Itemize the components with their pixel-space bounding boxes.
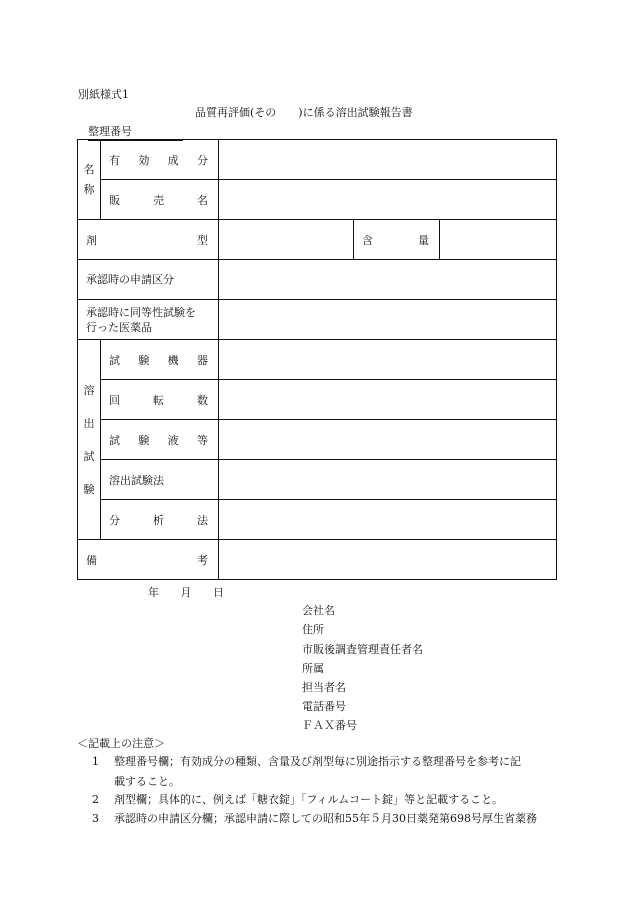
note-text: 承認時の申請区分欄；承認申請に際しての昭和55年５月30日薬発第698号厚生省薬務 <box>114 812 537 825</box>
vertical-char: 試 <box>83 449 95 463</box>
note-item <box>92 809 554 829</box>
vertical-char: 名 <box>83 162 95 176</box>
test-solution-field[interactable] <box>219 420 557 460</box>
test-equipment-field[interactable] <box>219 340 557 380</box>
note-text-continued: 載すること。 <box>114 775 180 788</box>
remarks-field[interactable] <box>219 540 557 580</box>
phone-label: 電話番号 <box>302 700 346 713</box>
note-item <box>92 790 554 810</box>
form-number: 別紙様式1 <box>78 88 129 101</box>
department-label: 所属 <box>302 662 324 675</box>
manager-name-label: 市販後調査管理責任者名 <box>302 643 423 656</box>
note-text: 整理番号欄；有効成分の種類、含量及び剤型毎に別途指示する整理番号を参考に記 <box>114 755 521 768</box>
dissolution-group-text <box>78 375 100 505</box>
equivalence-drug-text: 承認時に同等性試験を行った医薬品 <box>86 305 196 334</box>
note-item <box>92 752 554 792</box>
note-number: 1 <box>92 755 99 768</box>
name-group-label <box>78 140 101 220</box>
dosage-form-field[interactable] <box>219 220 354 260</box>
dissolution-group-label <box>78 340 101 540</box>
rotation-speed-label: 回転数 <box>101 380 219 420</box>
test-solution-label: 試験液等 <box>101 420 219 460</box>
remarks-label: 備考 <box>78 540 219 580</box>
dissolution-method-field[interactable] <box>219 460 557 500</box>
active-ingredient-field[interactable] <box>219 140 557 180</box>
document-title: 品質再評価(その )に係る溶出試験報告書 <box>195 106 413 119</box>
note-text: 剤型欄；具体的に、例えば「糖衣錠」「フィルムコート錠」等と記載すること。 <box>114 793 504 806</box>
rotation-speed-field[interactable] <box>219 380 557 420</box>
analysis-method-field[interactable] <box>219 500 557 540</box>
vertical-char: 験 <box>83 482 95 496</box>
analysis-method-label: 分析法 <box>101 500 219 540</box>
approval-category-field[interactable] <box>219 260 557 300</box>
content-label: 含量 <box>354 220 440 260</box>
active-ingredient-label: 有効成分 <box>101 140 219 180</box>
note-number: 2 <box>92 793 99 806</box>
date-line: 年 月 日 <box>148 586 224 599</box>
equivalence-drug-label <box>78 300 219 340</box>
company-name-label: 会社名 <box>302 604 335 617</box>
report-form-table <box>77 139 557 580</box>
fax-label: ＦＡＸ番号 <box>302 719 357 732</box>
vertical-char: 溶 <box>83 383 95 397</box>
approval-category-label: 承認時の申請区分 <box>78 260 219 300</box>
vertical-char: 出 <box>83 416 95 430</box>
reference-number-label: 整理番号 <box>88 123 183 141</box>
test-equipment-label: 試験機器 <box>101 340 219 380</box>
vertical-char: 称 <box>83 182 95 196</box>
equivalence-drug-field[interactable] <box>219 300 557 340</box>
name-group-text <box>78 161 100 199</box>
dosage-form-label: 剤型 <box>78 220 219 260</box>
note-number: 3 <box>92 812 99 825</box>
notes-heading: ＜記載上の注意＞ <box>77 737 165 750</box>
dissolution-method-label: 溶出試験法 <box>101 460 219 500</box>
brand-name-field[interactable] <box>219 180 557 220</box>
brand-name-label: 販売名 <box>101 180 219 220</box>
contact-person-label: 担当者名 <box>302 681 346 694</box>
content-field[interactable] <box>440 220 557 260</box>
address-label: 住所 <box>302 623 324 636</box>
